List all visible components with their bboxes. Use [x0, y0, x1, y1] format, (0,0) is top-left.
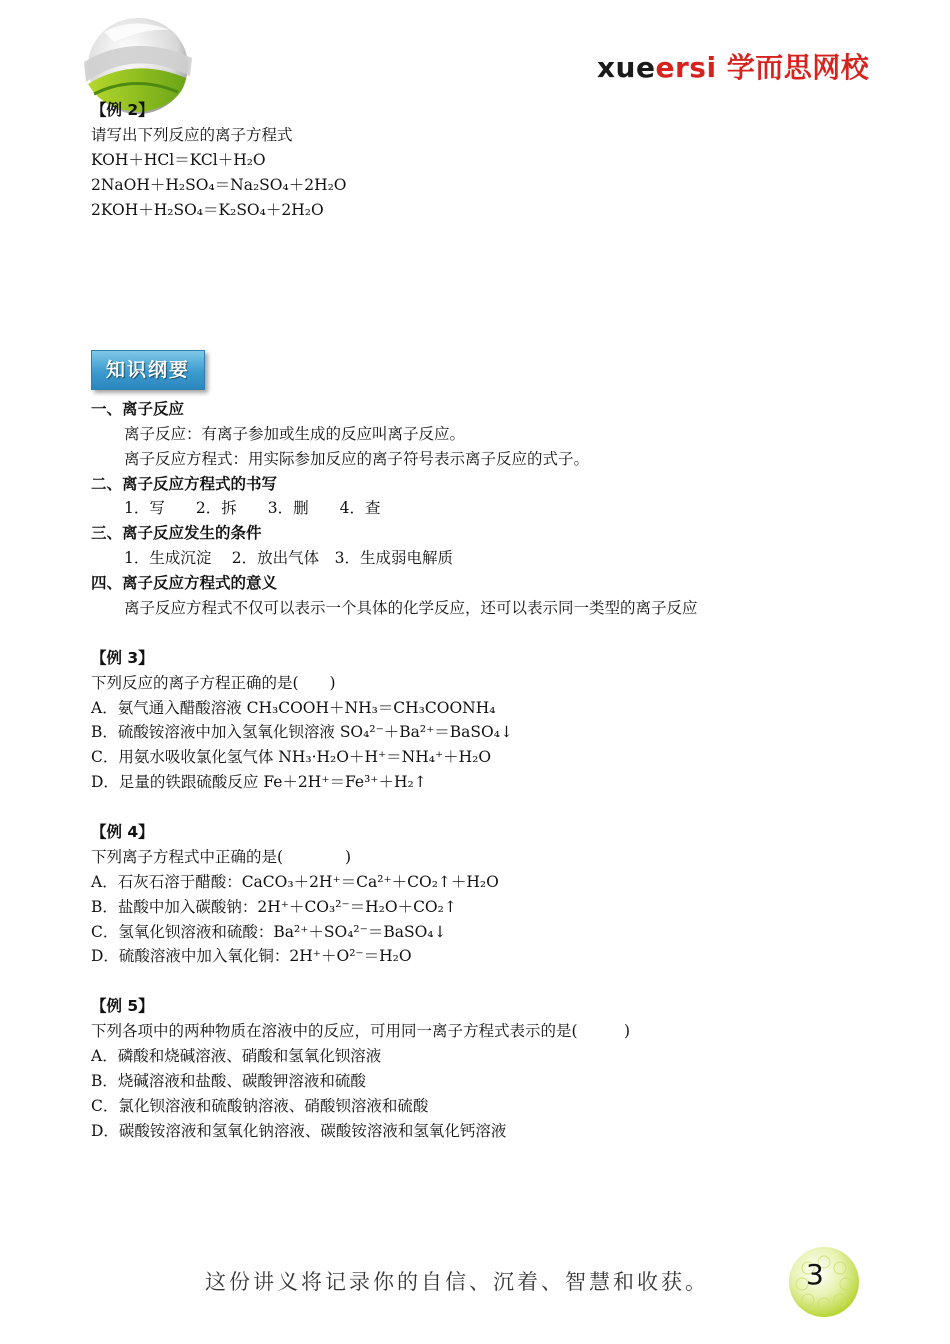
example-4-option-a: A．石灰石溶于醋酸：CaCO₃＋2H⁺＝Ca²⁺＋CO₂↑＋H₂O: [91, 873, 499, 891]
outline-section-1-title: 一、离子反应: [91, 400, 185, 418]
example-2-equation-1: KOH＋HCl＝KCl＋H₂O: [91, 151, 266, 169]
knowledge-outline-banner: 知识纲要: [91, 350, 205, 390]
example-4-option-c: C．氢氧化钡溶液和硫酸：Ba²⁺＋SO₄²⁻＝BaSO₄↓: [91, 923, 447, 941]
example-5-option-c: C．氯化钡溶液和硫酸钠溶液、硝酸钡溶液和硫酸: [91, 1097, 429, 1115]
footer-slogan: 这份讲义将记录你的自信、沉着、智慧和收获。: [205, 1270, 709, 1294]
brand-chinese: 学而思网校: [726, 51, 870, 84]
example-5-option-d: D．碳酸铵溶液和氢氧化钠溶液、碳酸铵溶液和氢氧化钙溶液: [91, 1122, 507, 1140]
example-3-stem: 下列反应的离子方程正确的是( ): [91, 674, 336, 692]
example-3-option-b: B．硫酸铵溶液中加入氢氧化钡溶液 SO₄²⁻＋Ba²⁺＝BaSO₄↓: [91, 723, 513, 741]
example-2-equation-2: 2NaOH＋H₂SO₄＝Na₂SO₄＋2H₂O: [91, 176, 347, 194]
brand-logo: [597, 46, 869, 86]
page-badge-ball-icon: [786, 1244, 862, 1320]
outline-section-1-line-1: 离子反应：有离子参加或生成的反应叫离子反应。: [124, 425, 466, 443]
example-4-tag: 【例 4】: [91, 823, 154, 841]
example-2-tag: 【例 2】: [91, 101, 154, 119]
example-2-prompt: 请写出下列反应的离子方程式: [91, 126, 293, 144]
example-3-option-a: A．氨气通入醋酸溶液 CH₃COOH＋NH₃＝CH₃COONH₄: [91, 699, 496, 717]
outline-section-3-items: 1．生成沉淀 2．放出气体 3．生成弱电解质: [124, 549, 454, 567]
outline-section-2-steps: 1．写 2．拆 3．删 4．查: [124, 499, 381, 517]
example-5-tag: 【例 5】: [91, 997, 154, 1015]
example-3-option-d: D．足量的铁跟硫酸反应 Fe＋2H⁺＝Fe³⁺＋H₂↑: [91, 773, 427, 791]
example-5-option-a: A．磷酸和烧碱溶液、硝酸和氢氧化钡溶液: [91, 1047, 382, 1065]
outline-section-2-title: 二、离子反应方程式的书写: [91, 475, 278, 493]
outline-section-1-line-2: 离子反应方程式：用实际参加反应的离子符号表示离子反应的式子。: [124, 450, 590, 468]
brand-latin-2: ersi: [655, 51, 717, 84]
outline-section-4-title: 四、离子反应方程式的意义: [91, 574, 278, 592]
outline-section-3-title: 三、离子反应发生的条件: [91, 524, 262, 542]
brand-latin-1: xue: [597, 51, 656, 84]
example-2-equation-3: 2KOH＋H₂SO₄＝K₂SO₄＋2H₂O: [91, 201, 324, 219]
example-4-option-b: B．盐酸中加入碳酸钠：2H⁺＋CO₃²⁻＝H₂O＋CO₂↑: [91, 898, 457, 916]
example-5-option-b: B．烧碱溶液和盐酸、碳酸钾溶液和硫酸: [91, 1072, 366, 1090]
example-5-stem: 下列各项中的两种物质在溶液中的反应，可用同一离子方程式表示的是( ): [91, 1022, 631, 1040]
example-3-tag: 【例 3】: [91, 649, 154, 667]
page-number: 3: [806, 1258, 824, 1291]
outline-section-4-text: 离子反应方程式不仅可以表示一个具体的化学反应，还可以表示同一类型的离子反应: [124, 599, 698, 617]
example-4-stem: 下列离子方程式中正确的是( ): [91, 848, 352, 866]
example-4-option-d: D．硫酸溶液中加入氧化铜：2H⁺＋O²⁻＝H₂O: [91, 947, 412, 965]
example-3-option-c: C．用氨水吸收氯化氢气体 NH₃·H₂O＋H⁺＝NH₄⁺＋H₂O: [91, 748, 492, 766]
